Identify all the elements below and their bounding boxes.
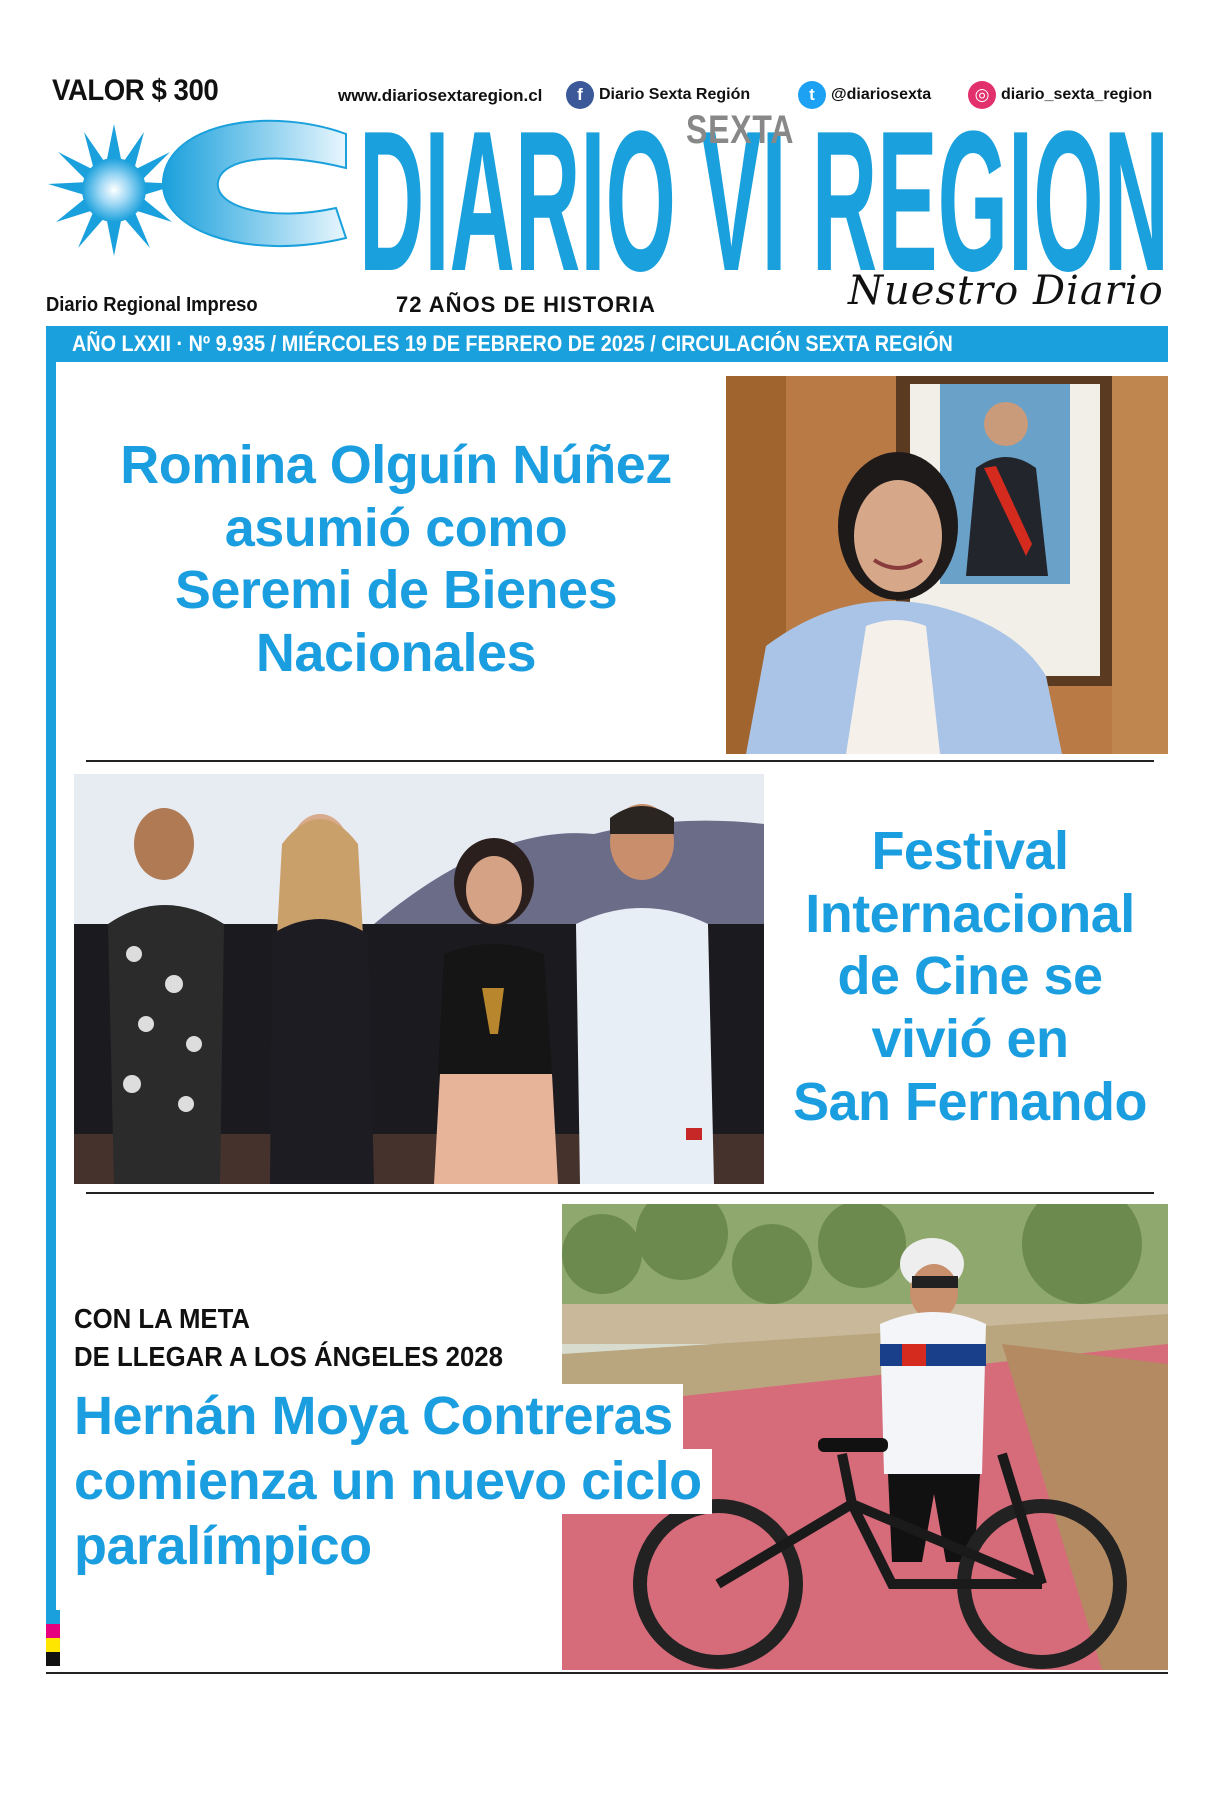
edition-bar [46, 326, 1168, 362]
masthead-sexta: SEXTA [686, 108, 795, 152]
story-2-headline[interactable]: Festival Internacional de Cine se vivió en San Fernando [792, 821, 1148, 1132]
divider-2 [86, 1192, 1154, 1194]
tagline-center: 72 AÑOS DE HISTORIA [396, 292, 656, 317]
story-1-photo[interactable] [726, 376, 1168, 754]
facebook-icon: f [566, 81, 594, 109]
facebook-label: Diario Sexta Región [599, 86, 751, 103]
story-3-kicker: CON LA META DE LLEGAR A LOS ÁNGELES 2028 [74, 1303, 503, 1373]
twitter-icon: t [798, 81, 826, 109]
cmyk-cyan [46, 1610, 60, 1624]
cmyk-magenta [46, 1624, 60, 1638]
instagram-label: diario_sexta_region [1001, 86, 1153, 103]
edition-text: AÑO LXXII · Nº 9.935 / MIÉRCOLES 19 DE FEBRERO DE 2025 / CIRCULACIÓN SEXTA REGIÓN [72, 331, 953, 356]
story-1-headline[interactable]: Romina Olguín Núñez asumió como Seremi de Bienes Nacionales [120, 435, 672, 683]
tagline-script: Nuestro Diario [848, 268, 1164, 314]
masthead-text: DIARIO VI REGION [359, 98, 1169, 278]
tagline-left: Diario Regional Impreso [46, 294, 258, 316]
twitter-label: @diariosexta [831, 86, 932, 103]
bottom-rule [46, 1672, 1168, 1674]
divider-1 [86, 760, 1154, 762]
website-link[interactable]: www.diariosextaregion.cl [338, 86, 543, 105]
price-label: VALOR $ 300 [52, 74, 219, 107]
instagram-icon: ◎ [968, 81, 996, 109]
cmyk-yellow [46, 1638, 60, 1652]
logo-sun-icon [46, 112, 366, 272]
left-rail [46, 362, 56, 1610]
story-3-headline[interactable]: Hernán Moya Contreras comienza un nuevo ciclo paralímpico [74, 1384, 712, 1578]
cmyk-black [46, 1652, 60, 1666]
story-2-photo[interactable] [74, 774, 764, 1184]
